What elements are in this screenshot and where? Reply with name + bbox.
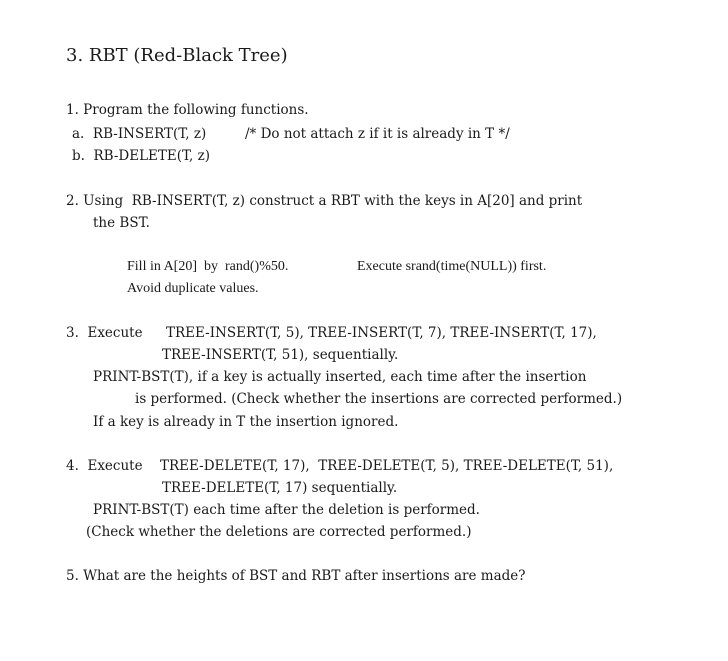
item3-line3: PRINT-BST(T), if a key is actually inserted, each time after the insertion — [93, 369, 587, 385]
item1-b-text: b. RB-DELETE(T, z) — [72, 148, 211, 164]
item3-line1: TREE-INSERT(T, 5), TREE-INSERT(T, 7), TREE-INSERT(T, 17), — [166, 325, 597, 341]
item2-note-duplicates: Avoid duplicate values. — [127, 281, 259, 296]
item4-line1: TREE-DELETE(T, 17), TREE-DELETE(T, 5), TREE-DELETE(T, 51), — [160, 458, 614, 474]
item4-line3: PRINT-BST(T) each time after the deletion is performed. — [93, 502, 480, 518]
item1-text: 1. Program the following functions. — [66, 102, 309, 118]
item4-line2: TREE-DELETE(T, 17) sequentially. — [162, 480, 398, 496]
item3-line2: TREE-INSERT(T, 51), sequentially. — [162, 347, 399, 363]
item2-note-srand: Execute srand(time(NULL)) first. — [357, 259, 547, 274]
item1-a-text: a. RB-INSERT(T, z) — [72, 126, 207, 142]
item1-a-comment: /* Do not attach z if it is already in T */ — [245, 126, 510, 142]
item3-line5: If a key is already in T the insertion ignored. — [93, 414, 399, 430]
item4-line4: (Check whether the deletions are corrected performed.) — [86, 524, 472, 540]
item2-line2: the BST. — [93, 215, 150, 231]
item3-execute: 3. Execute — [66, 325, 143, 341]
item2-line1: 2. Using RB-INSERT(T, z) construct a RBT with the keys in A[20] and print — [66, 193, 583, 209]
item2-note-fill: Fill in A[20] by rand()%50. — [127, 259, 289, 274]
item5-text: 5. What are the heights of BST and RBT after insertions are made? — [66, 568, 526, 584]
page-title: 3. RBT (Red-Black Tree) — [66, 45, 288, 66]
item4-execute: 4. Execute — [66, 458, 143, 474]
item3-line4: is performed. (Check whether the insertions are corrected performed.) — [135, 391, 623, 407]
